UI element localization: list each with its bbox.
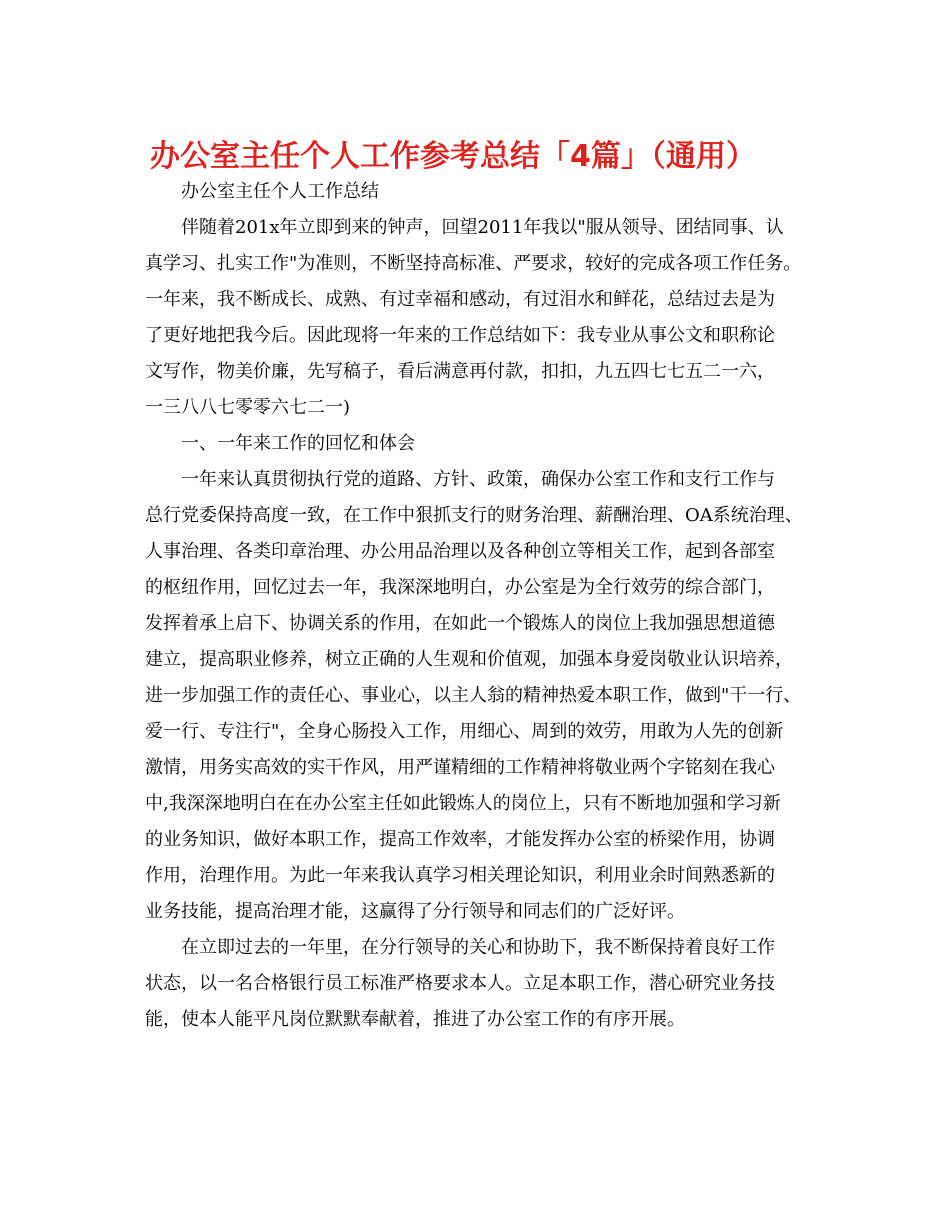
body-line: 办公室主任个人工作总结 [181, 181, 379, 202]
body-line: 文写作，物美价廉，先写稿子，看后满意再付款，扣扣，九五四七七五二一六， [145, 361, 775, 382]
body-line: 了更好地把我今后。因此现将一年来的工作总结如下：我专业从事公文和职称论 [145, 325, 775, 346]
body-line: 能，使本人能平凡岗位默默奉献着，推进了办公室工作的有序开展。 [145, 1009, 685, 1030]
body-line: 人事治理、各类印章治理、办公用品治理以及各种创立等相关工作，起到各部室 [145, 541, 775, 562]
body-line: 业务技能，提高治理才能，这赢得了分行领导和同志们的广泛好评。 [145, 901, 685, 922]
body-line: 的业务知识，做好本职工作，提高工作效率，才能发挥办公室的桥梁作用，协调 [145, 829, 775, 850]
document-title: 办公室主任个人工作参考总结「4篇」（通用） [150, 139, 756, 174]
body-line: 中,我深深地明白在在办公室主任如此锻炼人的岗位上，只有不断地加强和学习新 [145, 793, 781, 814]
body-line: 激情，用务实高效的实干作风，用严谨精细的工作精神将敬业两个字铭刻在我心 [145, 757, 775, 778]
body-line: 真学习、扎实工作"为准则，不断坚持高标准、严要求，较好的完成各项工作任务。 [145, 253, 802, 274]
body-line: 作用，治理作用。为此一年来我认真学习相关理论知识，利用业余时间熟悉新的 [145, 865, 775, 886]
body-line: 伴随着201x年立即到来的钟声，回望2011年我以"服从领导、团结同事、认 [181, 217, 784, 238]
body-line: 在立即过去的一年里，在分行领导的关心和协助下，我不断保持着良好工作 [181, 937, 775, 958]
body-line: 爱一行、专注行"，全身心肠投入工作，用细心、周到的效劳，用敢为人先的创新 [145, 721, 784, 742]
section-heading: 一、一年来工作的回忆和体会 [181, 433, 415, 454]
body-line: 一三八八七零零六七二一) [145, 397, 351, 418]
body-line: 一年来，我不断成长、成熟、有过幸福和感动，有过泪水和鲜花，总结过去是为 [145, 289, 775, 310]
body-line: 发挥着承上启下、协调关系的作用，在如此一个锻炼人的岗位上我加强思想道德 [145, 613, 775, 634]
body-line: 进一步加强工作的责任心、事业心，以主人翁的精神热爱本职工作，做到"干一行、 [145, 685, 802, 706]
body-line: 一年来认真贯彻执行党的道路、方针、政策，确保办公室工作和支行工作与 [181, 469, 775, 490]
body-line: 建立，提高职业修养，树立正确的人生观和价值观，加强本身爱岗敬业认识培养， [145, 649, 793, 670]
body-line: 总行党委保持高度一致，在工作中狠抓支行的财务治理、薪酬治理、OA系统治理、 [145, 505, 803, 526]
body-line: 状态，以一名合格银行员工标准严格要求本人。立足本职工作，潜心研究业务技 [145, 973, 775, 994]
body-line: 的枢纽作用，回忆过去一年，我深深地明白，办公室是为全行效劳的综合部门， [145, 577, 775, 598]
